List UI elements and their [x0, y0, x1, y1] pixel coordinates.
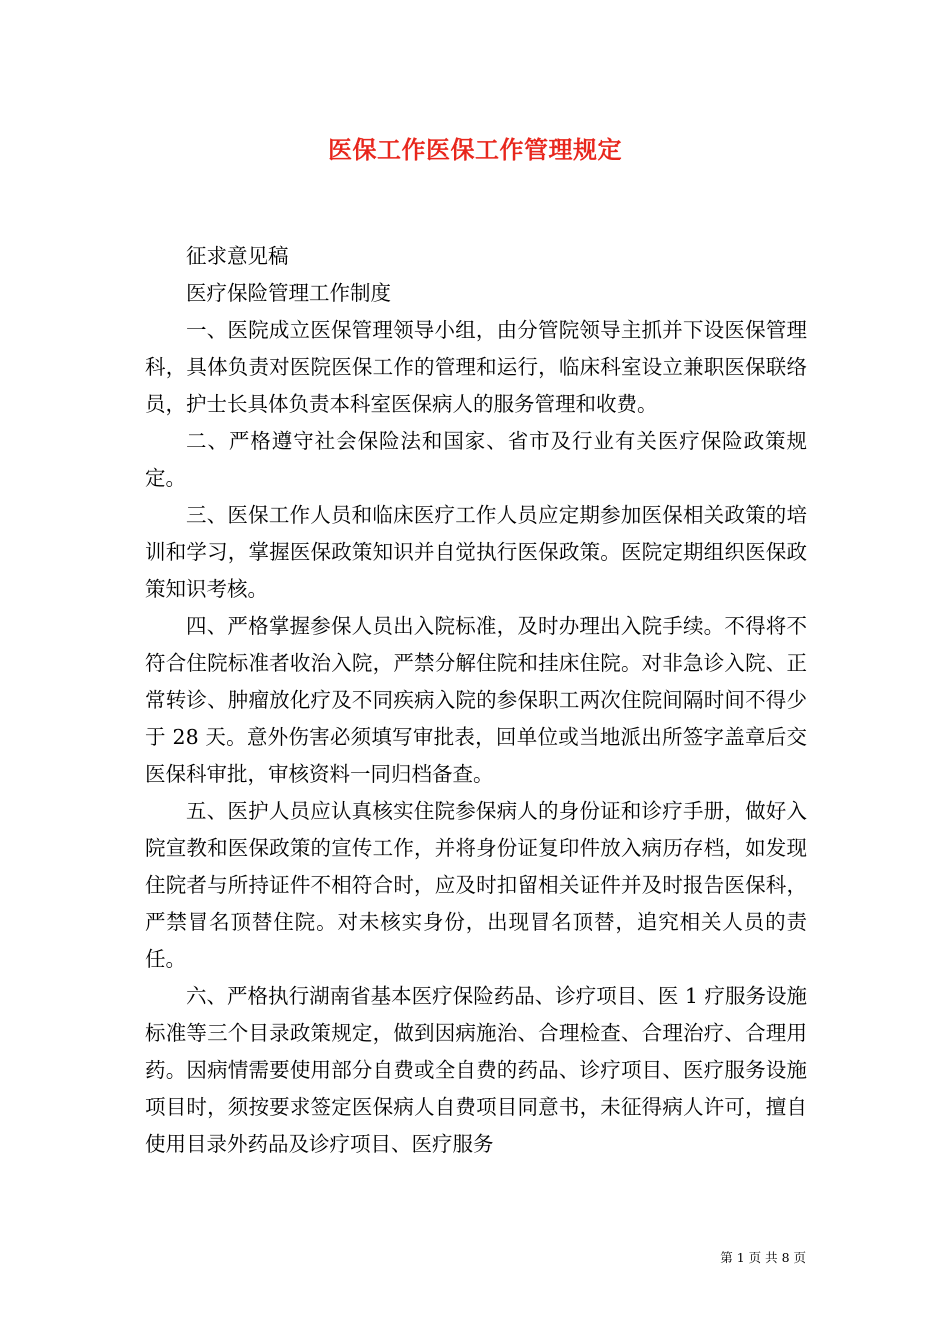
paragraph-item-2: 二、严格遵守社会保险法和国家、省市及行业有关医疗保险政策规定。: [145, 429, 807, 490]
paragraph-item-5: 五、医护人员应认真核实住院参保病人的身份证和诊疗手册，做好入院宣教和医保政策的宣传工作，并将身份证复印件放入病历存档，如发现住院者与所持证件不相符合时，应及时扣留相关证件并及时报告医保科，严禁冒名顶替住院。对未核实身份，出现冒名顶替，追究相关人员的责任。: [145, 799, 807, 971]
page-number: 第 1 页 共 8 页: [720, 1250, 806, 1265]
paragraph-item-6: 六、严格执行湖南省基本医疗保险药品、诊疗项目、医 1 疗服务设施标准等三个目录政策规定，做到因病施治、合理检查、合理治疗、合理用药。因病情需要使用部分自费或全自费的药品、诊疗项目、医疗服务设施项目时，须按要求签定医保病人自费项目同意书，未征得病人许可，擅自使用目录外药品及诊疗项目、医疗服务: [145, 984, 807, 1156]
document-body: [145, 238, 807, 1163]
paragraph-item-1: 一、医院成立医保管理领导小组，由分管院领导主抓并下设医保管理科，具体负责对医院医保工作的管理和运行，临床科室设立兼职医保联络员，护士长具体负责本科室医保病人的服务管理和收费。: [145, 318, 807, 416]
paragraph-draft-label: 征求意见稿: [186, 244, 289, 268]
paragraph-section-heading: 医疗保险管理工作制度: [186, 281, 391, 305]
document-title: 医保工作医保工作管理规定: [328, 135, 622, 164]
paragraph-item-3: 三、医保工作人员和临床医疗工作人员应定期参加医保相关政策的培训和学习，掌握医保政策知识并自觉执行医保政策。医院定期组织医保政策知识考核。: [145, 503, 807, 601]
paragraph-item-4: 四、严格掌握参保人员出入院标准，及时办理出入院手续。不得将不符合住院标准者收治入院，严禁分解住院和挂床住院。对非急诊入院、正常转诊、肿瘤放化疗及不同疾病入院的参保职工两次住院间隔时间不得少于 28 天。意外伤害必须填写审批表，回单位或当地派出所签字盖章后交医保科审批，审核资料一同归档备查。: [145, 614, 807, 786]
